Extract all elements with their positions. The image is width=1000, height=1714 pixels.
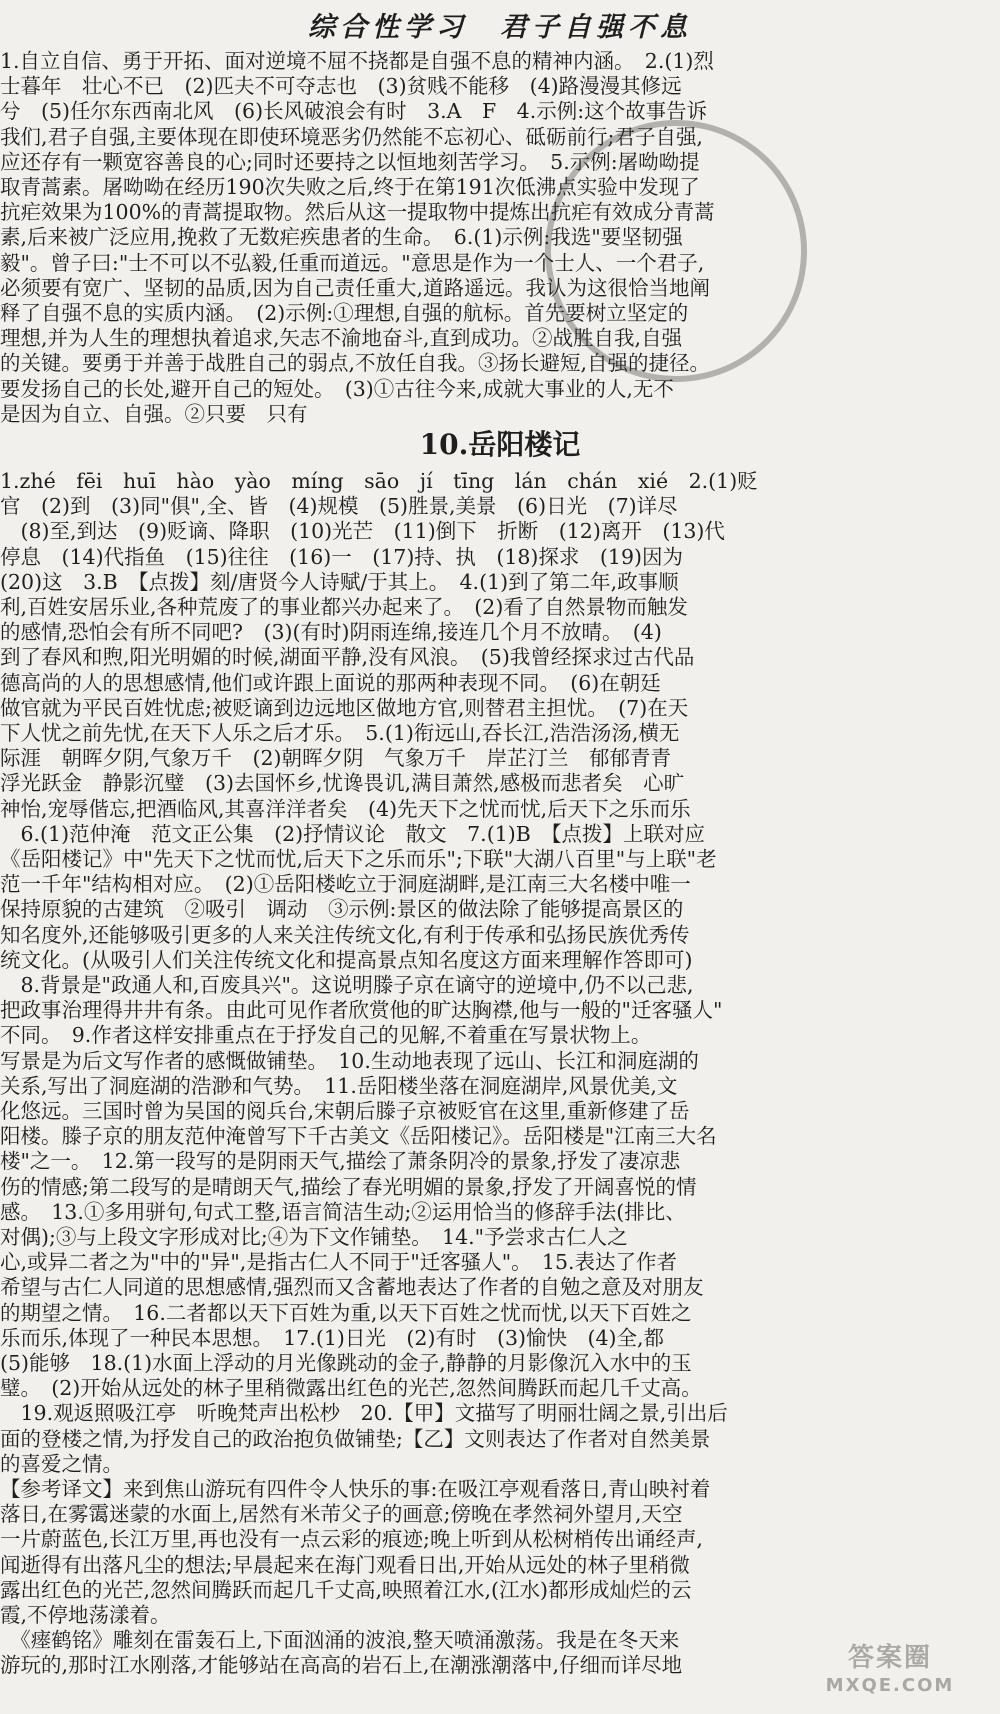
answer-line: 我们,君子自强,主要体现在即使环境恶劣仍然能不忘初心、砥砺前行;君子自强,	[0, 125, 703, 149]
answer-line: 不同。 9.作者这样安排重点在于抒发自己的见解,不着重在写景状物上。	[0, 1023, 652, 1047]
answer-line: 1.zhé fēi huī hào yào míng sāo jí tīng lán chán xié 2.(1)贬	[0, 469, 758, 493]
answer-line: 知名度外,还能够吸引更多的人来关注传统文化,有利于传承和弘扬民族优秀传	[0, 923, 690, 947]
answer-line: 官 (2)到 (3)同"俱",全、皆 (4)规模 (5)胜景,美景 (6)日光 (7)详尽	[0, 494, 678, 518]
answer-line: 伤的情感;第二段写的是晴朗天气,描绘了春光明媚的景象,抒发了开阔喜悦的情	[0, 1175, 697, 1199]
answer-line: 做官就为平民百姓忧虑;被贬谪到边远地区做地方官,则替君主担忧。 (7)在天	[0, 696, 689, 720]
site-watermark-logo	[810, 1644, 970, 1704]
answer-line: 心,或异二者之为"中的"异",是指古仁人不同于"迁客骚人"。 15.表达了作者	[0, 1250, 678, 1274]
answer-line: 霞,不停地荡漾着。	[0, 1603, 171, 1627]
answer-line: 神怡,宠辱偕忘,把酒临风,其喜洋洋者矣 (4)先天下之忧而忧,后天下之乐而乐	[0, 797, 691, 821]
answer-line: 统文化。(从吸引人们关注传统文化和提高景点知名度这方面来理解作答即可)	[0, 948, 693, 972]
answer-line: 抗疟效果为100%的青蒿提取物。然后从这一提取物中提炼出抗疟有效成分青蒿	[0, 200, 715, 224]
answer-line: 面的登楼之情,为抒发自己的政治抱负做铺垫;【乙】文则表达了作者对自然美景	[0, 1427, 711, 1451]
answer-line: 利,百姓安居乐业,各种荒废了的事业都兴办起来了。 (2)看了自然景物而触发	[0, 595, 688, 619]
answer-line: 落日,在雾霭迷蒙的水面上,居然有米芾父子的画意;傍晚在孝然祠外望月,天空	[0, 1502, 683, 1526]
watermark-top-text: 答案圈	[847, 1643, 932, 1673]
answer-line: 理想,并为人生的理想执着追求,矢志不渝地奋斗,直到成功。②战胜自我,自强	[0, 326, 683, 350]
section-title-comprehensive-study: 综合性学习 君子自强不息	[308, 11, 692, 43]
answer-line: 露出红色的光芒,忽然间腾跃而起几千丈高,映照着江水,(江水)都形成灿烂的云	[0, 1578, 692, 1602]
section-title-yueyang-tower: 10.岳阳楼记	[419, 428, 581, 461]
answer-line: 应还存有一颗宽容善良的心;同时还要持之以恒地刻苦学习。 5.示例:屠呦呦提	[0, 150, 700, 174]
answer-line: 璧。 (2)开始从远处的林子里稍微露出红色的光芒,忽然间腾跃而起几千丈高。	[0, 1376, 702, 1400]
answer-line: 化悠远。三国时曾为吴国的阅兵台,宋朝后滕子京被贬官在这里,重新修建了岳	[0, 1099, 690, 1123]
answer-line: 浮光跃金 静影沉璧 (3)去国怀乡,忧谗畏讥,满目萧然,感极而悲者矣 心旷	[0, 771, 685, 795]
answer-line: 的期望之情。 16.二者都以天下百姓为重,以天下百姓之忧而忧,以天下百姓之	[0, 1301, 692, 1325]
answer-line: 希望与古仁人同道的思想感情,强烈而又含蓄地表达了作者的自勉之意及对朋友	[0, 1275, 704, 1299]
answer-line: 到了春风和煦,阳光明媚的时候,湖面平静,没有风浪。 (5)我曾经探求过古代品	[0, 645, 695, 669]
answer-line: 闻逝得有出落凡尘的想法;早晨起来在海门观看日出,开始从远处的林子里稍微	[0, 1553, 690, 1577]
answer-line: 游玩的,那时江水刚落,才能够站在高高的岩石上,在潮涨潮落中,仔细而详尽地	[0, 1653, 683, 1677]
answer-line: 取青蒿素。屠呦呦在经历190次失败之后,终于在第191次低沸点实验中发现了	[0, 175, 700, 199]
answer-line: 毅"。曾子曰:"士不可以不弘毅,任重而道远。"意思是作为一个士人、一个君子,	[0, 251, 705, 275]
answer-line: 楼"之一。 12.第一段写的是阴雨天气,描绘了萧条阴冷的景象,抒发了凄凉悲	[0, 1149, 681, 1173]
answer-line: 《瘗鹤铭》雕刻在雷轰石上,下面汹涌的波浪,整天喷涌激荡。我是在冬天来	[0, 1628, 680, 1652]
answer-line: 素,后来被广泛应用,挽救了无数疟疾患者的生命。 6.(1)示例:我选"要坚韧强	[0, 225, 683, 249]
answer-line: 范一千年"结构相对应。 (2)①岳阳楼屹立于洞庭湖畔,是江南三大名楼中唯一	[0, 872, 691, 896]
answer-line: 士暮年 壮心不已 (2)匹夫不可夺志也 (3)贫贱不能移 (4)路漫漫其修远	[0, 74, 682, 98]
answer-line: 1.自立自信、勇于开拓、面对逆境不屈不挠都是自强不息的精神内涵。 2.(1)烈	[0, 49, 714, 73]
answer-line: 德高尚的人的思想感情,他们或许跟上面说的那两种表现不同。 (6)在朝廷	[0, 671, 661, 695]
answer-line: 阳楼。滕子京的朋友范仲淹曾写下千古美文《岳阳楼记》。岳阳楼是"江南三大名	[0, 1124, 717, 1148]
answer-line: 停息 (14)代指鱼 (15)往往 (16)一 (17)持、执 (18)探求 (19)因为	[0, 545, 683, 569]
answer-line: 下人忧之前先忧,在天下人乐之后才乐。 5.(1)衔远山,吞长江,浩浩汤汤,横无	[0, 721, 680, 745]
answer-line: (8)至,到达 (9)贬谪、降职 (10)光芒 (11)倒下 折断 (12)离开 (13)代	[0, 519, 725, 543]
answer-line: 关系,写出了洞庭湖的浩渺和气势。 11.岳阳楼坐落在洞庭湖岸,风景优美,文	[0, 1074, 678, 1098]
answer-line: 19.观返照吸江亭 听晚梵声出松杪 20.【甲】文描写了明丽壮阔之景,引出后	[0, 1401, 728, 1425]
answer-line: 要发扬自己的长处,避开自己的短处。 (3)①古往今来,成就大事业的人,无不	[0, 377, 674, 401]
answer-line: 把政事治理得井井有条。由此可见作者欣赏他的旷达胸襟,他与一般的"迁客骚人"	[0, 998, 723, 1022]
answer-line: (20)这 3.B 【点拨】刻/唐贤今人诗赋/于其上。 4.(1)到了第二年,政事顺	[0, 570, 679, 594]
answer-line: 兮 (5)任尔东西南北风 (6)长风破浪会有时 3.A F 4.示例:这个故事告诉	[0, 99, 708, 123]
answer-line: 对偶);③与上段文字形成对比;④为下文作铺垫。 14."予尝求古仁人之	[0, 1225, 628, 1249]
answer-line: 8.背景是"政通人和,百废具兴"。这说明滕子京在谪守的逆境中,仍不以己悲,	[0, 973, 694, 997]
answer-line: 乐而乐,体现了一种民本思想。 17.(1)日光 (2)有时 (3)愉快 (4)全,都	[0, 1326, 665, 1350]
answer-line: 必须要有宽广、坚韧的品质,因为自己责任重大,道路遥远。我认为这很恰当地阐	[0, 276, 711, 300]
answer-line: 【参考译文】来到焦山游玩有四件令人快乐的事:在吸江亭观看落日,青山映衬着	[0, 1477, 711, 1501]
answer-line: 是因为自立、自强。②只要 只有	[0, 402, 308, 426]
answer-line: 保持原貌的古建筑 ②吸引 调动 ③示例:景区的做法除了能够提高景区的	[0, 897, 684, 921]
answer-line: 一片蔚蓝色,长江万里,再也没有一点云彩的痕迹;晚上听到从松树梢传出诵经声,	[0, 1527, 703, 1551]
answer-line: 的关键。要勇于并善于战胜自己的弱点,不放任自我。③扬长避短,自强的捷径。	[0, 351, 711, 375]
answer-line: 《岳阳楼记》中"先天下之忧而忧,后天下之乐而乐";下联"大湖八百里"与上联"老	[0, 847, 717, 871]
answer-line: 际涯 朝晖夕阴,气象万千 (2)朝晖夕阴 气象万千 岸芷汀兰 郁郁青青	[0, 746, 672, 770]
answer-line: 的感情,恐怕会有所不同吧? (3)(有时)阴雨连绵,接连几个月不放晴。 (4)	[0, 620, 662, 644]
section-title-bar	[0, 0, 1000, 48]
answer-line: 的喜爱之情。	[0, 1452, 123, 1476]
answer-line: 释了自强不息的实质内涵。 (2)示例:①理想,自强的航标。首先要树立坚定的	[0, 301, 689, 325]
answer-line: 6.(1)范仲淹 范文正公集 (2)抒情议论 散文 7.(1)B 【点拨】上联对应	[0, 822, 706, 846]
watermark-bottom-text: MXQE.COM	[825, 1675, 955, 1696]
answer-line: 感。 13.①多用骈句,句式工整,语言简洁生动;②运用恰当的修辞手法(排比、	[0, 1200, 686, 1224]
answer-line: 写景是为后文写作者的感慨做铺垫。 10.生动地表现了远山、长江和洞庭湖的	[0, 1049, 699, 1073]
answer-line: (5)能够 18.(1)水面上浮动的月光像跳动的金子,静静的月影像沉入水中的玉	[0, 1351, 692, 1375]
